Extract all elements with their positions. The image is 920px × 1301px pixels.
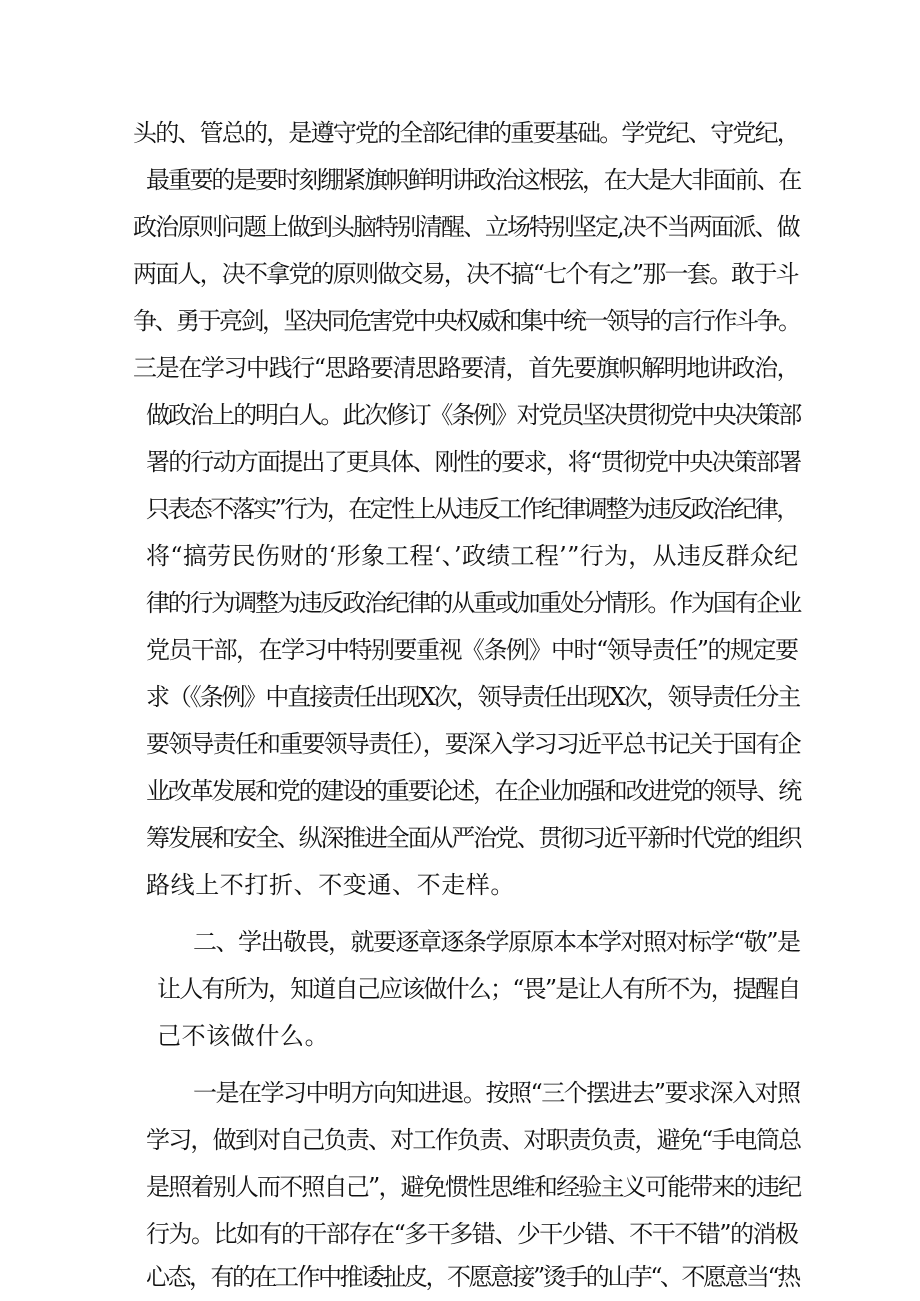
text-line: 路线上不打折、不变通、不走样。 (146, 871, 515, 899)
text-line: 行为。比如有的干部存在“多干多错、少干少错、不干不错”的消极 (146, 1220, 798, 1248)
text-line: 求（《条例》中直接责任出现X次，领导责任出现X次，领导责任分主 (146, 683, 800, 711)
text-line: 是照着别人而不照自己”，避免惯性思维和经验主义可能带来的违纪 (146, 1173, 801, 1201)
text-line: 争、勇于亮剑，坚决同危害党中央权威和集中统一领导的言行作斗争。 (133, 307, 800, 335)
text-line: 三是在学习中践行“思路要清思路要清，首先要旗帜解明地讲政治， (133, 354, 800, 382)
text-line: 己不该做什么。 (157, 1022, 330, 1050)
text-line: 头的、管总的，是遵守党的全部纪律的重要基础。学党纪、守党纪， (133, 119, 799, 147)
text-line: 要领导责任和重要领导责任），要深入学习习近平总书记关于国有企 (146, 730, 800, 758)
text-line: 两面人，决不拿党的原则做交易，决不搞“七个有之”那一套。敢于斗 (133, 260, 798, 288)
text-line: 心态，有的在工作中推诿扯皮，不愿意接”烫手的山芋“、不愿意当“热 (146, 1263, 799, 1291)
text-line: 律的行为调整为违反政治纪律的从重或加重处分情形。作为国有企业 (146, 589, 800, 617)
text-line: 署的行动方面提出了更具体、刚性的要求，将“贯彻党中央决策部署 (146, 448, 801, 476)
section-heading: 二、学出敬畏，就要逐章逐条学原原本本学对照对标学“敬”是 (193, 928, 800, 956)
text-line: 筹发展和安全、纵深推进全面从严治党、贯彻习近平新时代党的组织 (146, 824, 800, 852)
text-line: 只表态不落实”行为，在定性上从违反工作纪律调整为违反政治纪律， (146, 495, 798, 523)
text-line: 将“搞劳民伤财的‘形象工程‘、’政绩工程’”行为，从违反群众纪 (146, 542, 799, 570)
text-line: 一是在学习中明方向知进退。按照“三个摆进去”要求深入对照 (193, 1079, 800, 1107)
text-line: 党员干部，在学习中特别要重视《条例》中时“领导责任”的规定要 (146, 636, 798, 664)
text-line: 让人有所为，知道自己应该做什么；“畏”是让人有所不为，提醒自 (157, 975, 800, 1003)
text-line: 业改革发展和党的建设的重要论述，在企业加强和改进党的领导、统 (146, 777, 800, 805)
text-line: 做政治上的明白人。此次修订《条例》对党员坚决贯彻党中央决策部 (146, 401, 800, 429)
text-line: 学习，做到对自己负责、对工作负责、对职责负责，避免“手电筒总 (146, 1126, 801, 1154)
text-line: 政治原则问题上做到头脑特别清醒、立场特别坚定,决不当两面派、做 (133, 213, 799, 241)
text-line: 最重要的是要时刻绷紧旗帜鲜明讲政治这根弦，在大是大非面前、在 (146, 166, 800, 194)
